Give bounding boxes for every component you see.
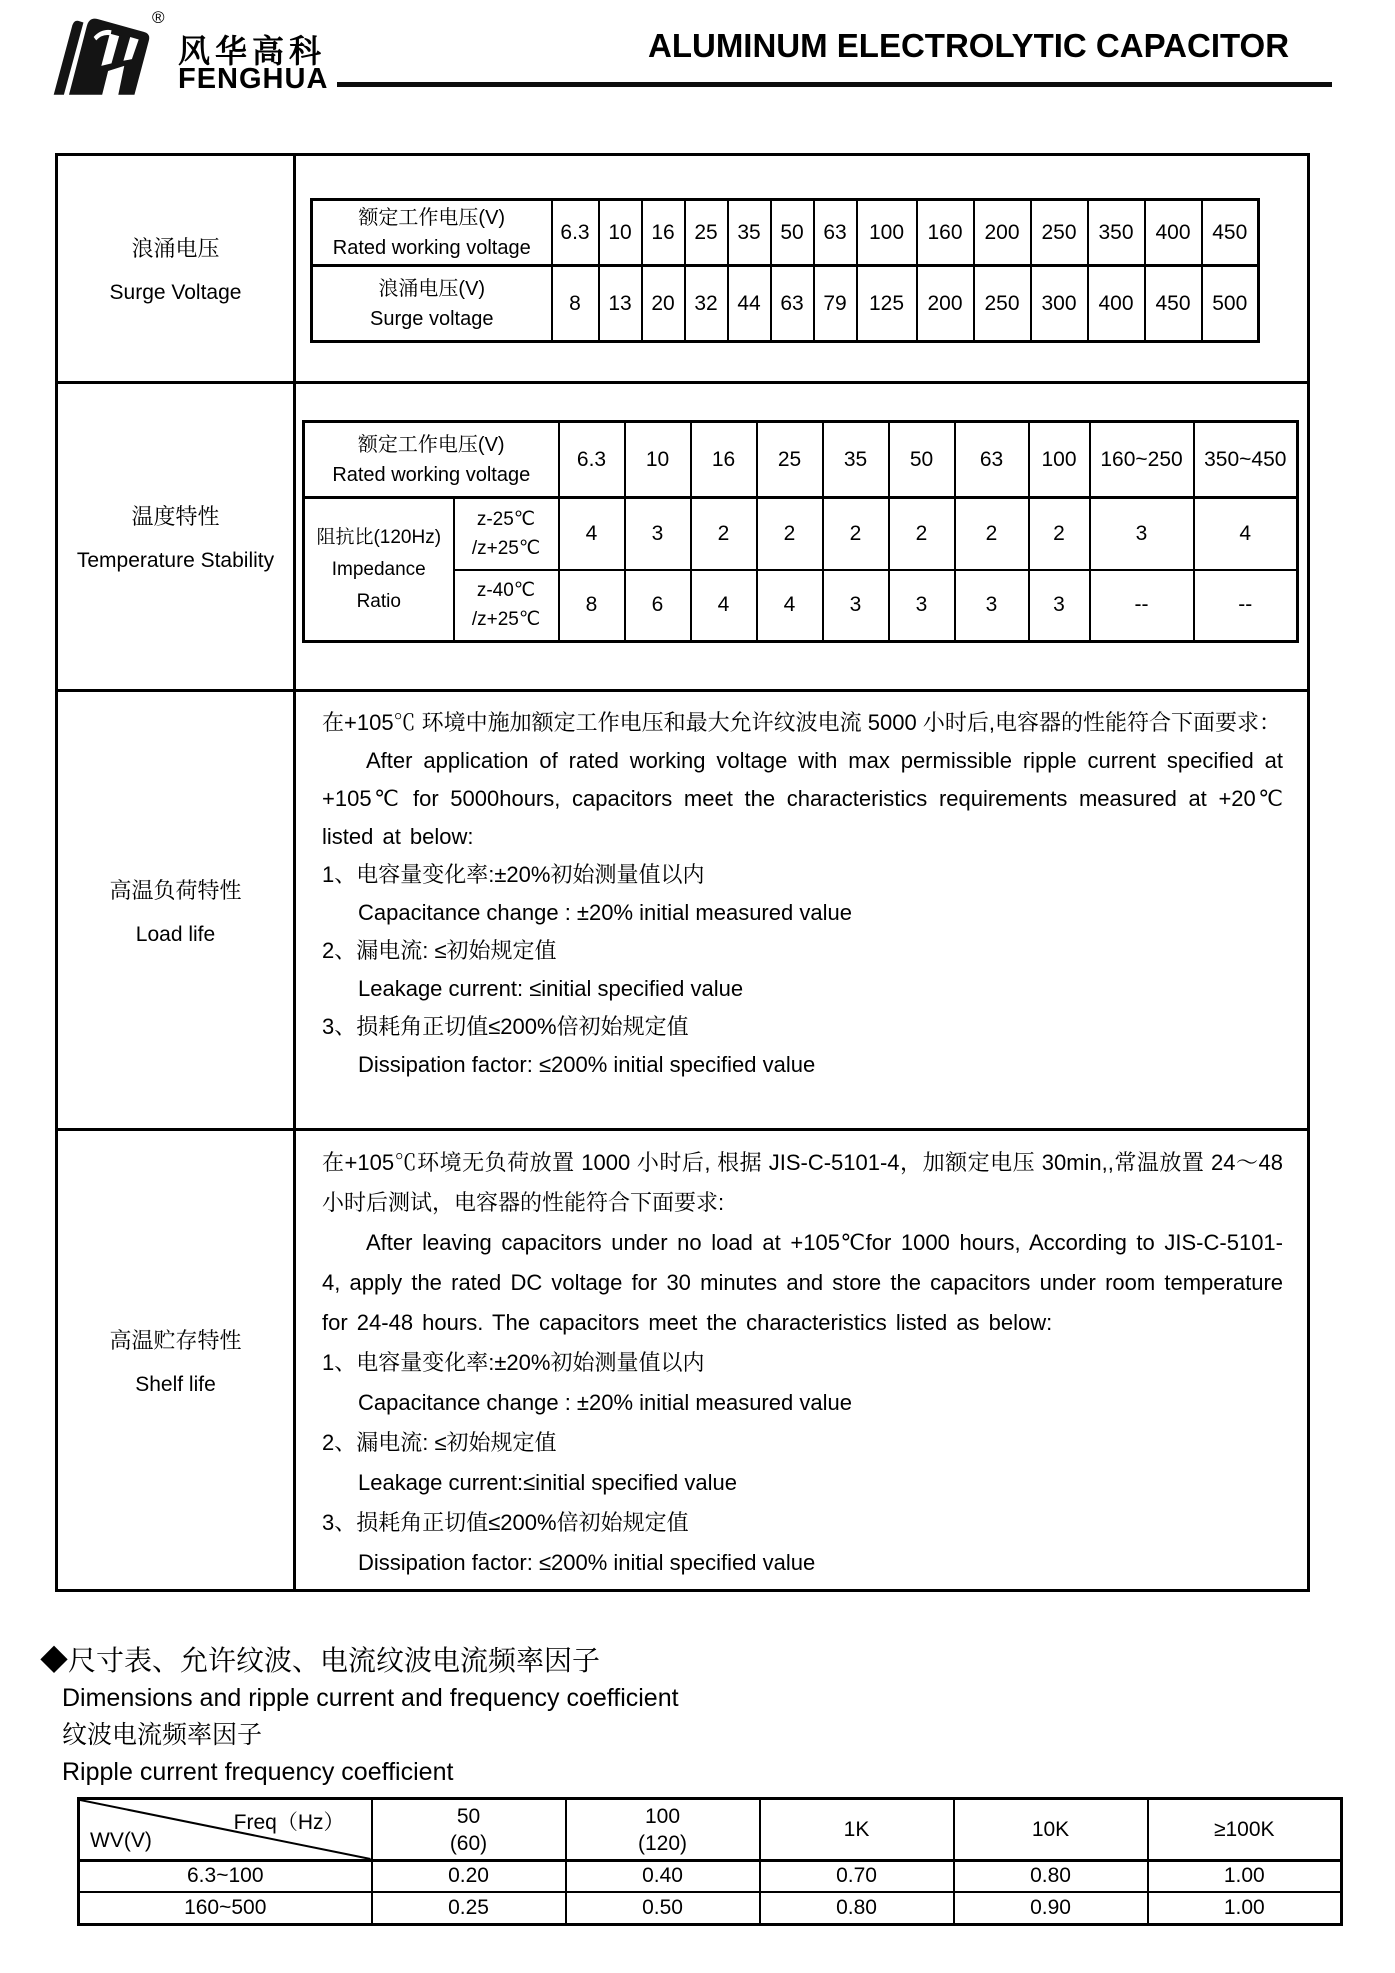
impedance-condition-minus40 — [454, 570, 559, 642]
rated-voltage-value: 25 — [685, 200, 728, 266]
header-divider-rule — [337, 82, 1332, 87]
coefficient-value: 0.90 — [954, 1892, 1148, 1925]
temperature-stability-row — [57, 383, 1309, 691]
coefficient-row — [79, 1892, 1342, 1925]
freq-column-header — [566, 1799, 760, 1861]
surge-voltage-value: 450 — [1145, 266, 1202, 342]
wv-range-cell: 160~500 — [79, 1892, 372, 1925]
ripple-section-heading — [40, 1642, 1395, 1791]
shelf-life-paragraph-en: After leaving capacitors under no load at +105℃for 1000 hours, According to JIS-C-5101-4, apply the rated DC voltage for 30 minutes and store the capacitors under room temperature for 24-48 hours. The capacitors meet the characteristics listed as below: — [322, 1230, 1283, 1335]
impedance-value: 2 — [955, 498, 1029, 570]
temp-voltage-value: 100 — [1029, 422, 1090, 498]
impedance-value: 2 — [889, 498, 955, 570]
coefficient-value: 0.25 — [372, 1892, 566, 1925]
shelf-life-item-en: Dissipation factor: ≤200% initial specified value — [358, 1550, 816, 1575]
shelf-life-label-en: Shelf life — [135, 1372, 216, 1396]
impedance-value: 3 — [889, 570, 955, 642]
impedance-value: -- — [1090, 570, 1194, 642]
shelf-life-content — [295, 1130, 1309, 1591]
load-life-paragraph-en: After application of rated working voltage with max permissible ripple current specified at +105℃ for 5000hours, capacitors meet the characteristics requirements measured at +20℃ listed at below: — [322, 748, 1283, 849]
shelf-life-row-label — [57, 1130, 295, 1591]
brand-name-en: FENGHUA — [178, 63, 329, 95]
condition-denominator: /z+25℃ — [471, 609, 541, 631]
surge-voltage-label-en: Surge voltage — [370, 307, 494, 330]
load-life-row-label — [57, 691, 295, 1130]
surge-voltage-value-row — [312, 266, 1259, 342]
surge-voltage-value: 200 — [917, 266, 974, 342]
rated-voltage-value: 6.3 — [552, 200, 599, 266]
frequency-coefficient-table — [77, 1797, 1343, 1926]
impedance-value: 4 — [757, 570, 823, 642]
shelf-life-item-en: Leakage current:≤initial specified value — [358, 1470, 737, 1495]
coefficient-value: 0.80 — [954, 1861, 1148, 1892]
freq-wv-corner-cell — [79, 1799, 372, 1861]
temp-voltage-value: 35 — [823, 422, 889, 498]
coefficient-value: 0.20 — [372, 1861, 566, 1892]
impedance-ratio-label-en2: Ratio — [356, 590, 401, 612]
surge-voltage-value: 250 — [974, 266, 1031, 342]
freq-column-header: 1K — [760, 1799, 954, 1861]
rated-voltage-value: 200 — [974, 200, 1031, 266]
coefficient-value: 0.50 — [566, 1892, 760, 1925]
coefficient-value: 1.00 — [1148, 1861, 1342, 1892]
coefficient-value: 0.80 — [760, 1892, 954, 1925]
rated-voltage-value: 160 — [917, 200, 974, 266]
frequency-header-row — [79, 1799, 1342, 1861]
surge-voltage-value: 32 — [685, 266, 728, 342]
temperature-row-label-en: Temperature Stability — [76, 549, 275, 572]
impedance-ratio-table — [302, 420, 1299, 643]
shelf-life-item-cn: 1、电容量变化率:±20%初始测量值以内 — [322, 1350, 705, 1375]
temp-rated-voltage-label-cn: 额定工作电压(V) — [357, 433, 505, 456]
fenghua-logo-icon — [52, 12, 154, 96]
ripple-heading-cn: ◆尺寸表、允许纹波、电流纹波电流频率因子 — [40, 1645, 601, 1676]
temp-voltage-value: 63 — [955, 422, 1029, 498]
surge-voltage-table — [310, 198, 1260, 343]
impedance-ratio-label-cn: 阻抗比(120Hz) — [316, 526, 442, 548]
shelf-life-item-cn: 2、漏电流: ≤初始规定值 — [322, 1430, 557, 1455]
condition-numerator: z-25℃ — [476, 508, 536, 530]
impedance-value: 3 — [1090, 498, 1194, 570]
temp-voltage-value: 25 — [757, 422, 823, 498]
rated-voltage-value: 100 — [857, 200, 917, 266]
impedance-ratio-label-en1: Impedance — [331, 558, 426, 580]
temperature-row-content — [295, 383, 1309, 691]
coefficient-value: 1.00 — [1148, 1892, 1342, 1925]
impedance-value: 4 — [1194, 498, 1298, 570]
impedance-value: 6 — [625, 570, 691, 642]
freq-header-main: 100 — [644, 1804, 681, 1828]
impedance-value: 8 — [559, 570, 625, 642]
surge-voltage-value: 500 — [1202, 266, 1259, 342]
shelf-life-paragraph-cn: 在+105℃环境无负荷放置 1000 小时后, 根据 JIS-C-5101-4，加额定电压 30min,,常温放置 24～48 小时后测试，电容器的性能符合下面要求: — [322, 1150, 1283, 1215]
freq-column-header: ≥100K — [1148, 1799, 1342, 1861]
page-title: ALUMINUM ELECTROLYTIC CAPACITOR — [648, 27, 1290, 64]
surge-voltage-value: 20 — [642, 266, 685, 342]
load-life-item-en: Dissipation factor: ≤200% initial specified value — [358, 1052, 816, 1077]
freq-header-main: 50 — [456, 1804, 481, 1828]
rated-voltage-value: 450 — [1202, 200, 1259, 266]
freq-column-header: 10K — [954, 1799, 1148, 1861]
surge-voltage-value: 79 — [814, 266, 857, 342]
surge-row-content — [295, 155, 1309, 383]
surge-voltage-row-label — [312, 266, 552, 342]
coefficient-value: 0.40 — [566, 1861, 760, 1892]
impedance-value: 3 — [1029, 570, 1090, 642]
freq-header-sub: (120) — [637, 1831, 688, 1855]
ripple-subheading-cn: 纹波电流频率因子 — [62, 1721, 263, 1749]
impedance-value: 4 — [559, 498, 625, 570]
impedance-value: 4 — [691, 570, 757, 642]
surge-voltage-value: 13 — [599, 266, 642, 342]
surge-voltage-label-cn: 浪涌电压(V) — [378, 277, 486, 300]
rated-voltage-label-cn: 额定工作电压(V) — [358, 206, 506, 229]
ripple-heading-en: Dimensions and ripple current and frequency coefficient — [62, 1684, 679, 1712]
surge-voltage-value: 63 — [771, 266, 814, 342]
registered-trademark-mark: ® — [152, 8, 165, 27]
surge-row-label-cn: 浪涌电压 — [131, 236, 220, 261]
shelf-life-item-cn: 3、损耗角正切值≤200%倍初始规定值 — [322, 1510, 689, 1535]
load-life-item-cn: 1、电容量变化率:±20%初始测量值以内 — [322, 862, 705, 887]
shelf-life-item-en: Capacitance change : ±20% initial measured value — [358, 1390, 852, 1415]
load-life-item-en: Capacitance change : ±20% initial measured value — [358, 900, 852, 925]
surge-voltage-value: 300 — [1031, 266, 1088, 342]
temp-voltage-value: 50 — [889, 422, 955, 498]
impedance-value: 3 — [625, 498, 691, 570]
brand-name-cn: 风华高科 — [178, 33, 327, 69]
coefficient-row — [79, 1861, 1342, 1892]
temp-voltage-value: 16 — [691, 422, 757, 498]
temp-rated-voltage-label-en: Rated working voltage — [332, 463, 531, 486]
rated-voltage-value: 16 — [642, 200, 685, 266]
rated-voltage-value: 10 — [599, 200, 642, 266]
coefficient-value: 0.70 — [760, 1861, 954, 1892]
rated-voltage-header-label — [312, 200, 552, 266]
condition-numerator: z-40℃ — [476, 580, 536, 602]
temp-voltage-value: 350~450 — [1194, 422, 1298, 498]
ripple-subheading-en: Ripple current frequency coefficient — [62, 1758, 454, 1786]
rated-voltage-value: 400 — [1145, 200, 1202, 266]
impedance-value: 2 — [1029, 498, 1090, 570]
impedance-value: 3 — [823, 570, 889, 642]
impedance-value: 2 — [757, 498, 823, 570]
temperature-row-label — [57, 383, 295, 691]
impedance-value: 2 — [823, 498, 889, 570]
load-life-label-cn: 高温负荷特性 — [109, 877, 242, 903]
page-header — [0, 0, 1395, 153]
surge-voltage-value: 44 — [728, 266, 771, 342]
load-life-item-en: Leakage current: ≤initial specified value — [358, 976, 744, 1001]
temp-rated-voltage-header-row — [304, 422, 1298, 498]
surge-row-label — [57, 155, 295, 383]
rated-voltage-value: 250 — [1031, 200, 1088, 266]
load-life-label-en: Load life — [135, 922, 216, 946]
temp-voltage-value: 160~250 — [1090, 422, 1194, 498]
freq-column-header — [372, 1799, 566, 1861]
rated-voltage-value: 50 — [771, 200, 814, 266]
spec-table — [55, 153, 1310, 1592]
impedance-value: 3 — [955, 570, 1029, 642]
load-life-item-cn: 3、损耗角正切值≤200%倍初始规定值 — [322, 1014, 689, 1039]
temperature-row-label-cn: 温度特性 — [131, 504, 220, 529]
impedance-ratio-label — [304, 498, 454, 642]
condition-denominator: /z+25℃ — [471, 537, 541, 559]
freq-axis-label: Freq（Hz） — [233, 1811, 345, 1834]
impedance-value: 2 — [691, 498, 757, 570]
surge-row-label-en: Surge Voltage — [109, 281, 242, 304]
impedance-condition-minus25 — [454, 498, 559, 570]
rated-voltage-header-row — [312, 200, 1259, 266]
rated-voltage-value: 63 — [814, 200, 857, 266]
surge-voltage-value: 8 — [552, 266, 599, 342]
load-life-content — [295, 691, 1309, 1130]
freq-header-sub: (60) — [449, 1831, 488, 1855]
load-life-paragraph-cn: 在+105℃ 环境中施加额定工作电压和最大允许纹波电流 5000 小时后,电容器的性能符合下面要求： — [322, 710, 1281, 735]
impedance-minus25-row — [304, 498, 1298, 570]
surge-voltage-row — [57, 155, 1309, 383]
temp-rated-voltage-header-label — [304, 422, 559, 498]
temp-voltage-value: 10 — [625, 422, 691, 498]
impedance-value: -- — [1194, 570, 1298, 642]
load-life-item-cn: 2、漏电流: ≤初始规定值 — [322, 938, 557, 963]
impedance-minus40-row — [304, 570, 1298, 642]
rated-voltage-value: 350 — [1088, 200, 1145, 266]
shelf-life-row — [57, 1130, 1309, 1591]
surge-voltage-value: 125 — [857, 266, 917, 342]
shelf-life-label-cn: 高温贮存特性 — [109, 1327, 242, 1353]
wv-axis-label: WV(V) — [90, 1829, 152, 1852]
rated-voltage-label-en: Rated working voltage — [332, 236, 531, 259]
temp-voltage-value: 6.3 — [559, 422, 625, 498]
load-life-row — [57, 691, 1309, 1130]
rated-voltage-value: 35 — [728, 200, 771, 266]
surge-voltage-value: 400 — [1088, 266, 1145, 342]
wv-range-cell: 6.3~100 — [79, 1861, 372, 1892]
